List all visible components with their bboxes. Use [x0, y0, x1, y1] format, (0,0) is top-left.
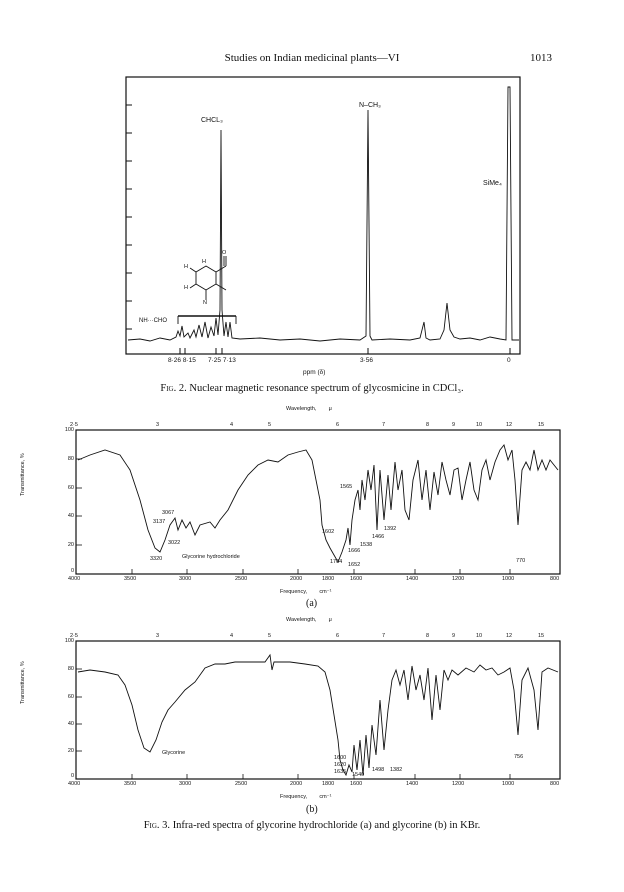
- ir-b-compound-label: Glycorine: [162, 750, 186, 756]
- ir-a-freq-tick: 2500: [235, 576, 248, 582]
- ir-a-wl-tick: 6: [336, 422, 340, 428]
- ir-a-wl-tick: 2·5: [70, 422, 78, 428]
- ir-a-peak: 1704: [330, 559, 343, 565]
- ir-b-y-tick: 60: [67, 694, 74, 700]
- ir-a-freq-ticks: [68, 576, 560, 584]
- ir-a-peak: 1466: [372, 534, 385, 540]
- ir-b-wl-tick: 10: [476, 633, 483, 639]
- ir-b-wl-tick: 6: [336, 633, 340, 639]
- ir-a-y-tick: 100: [64, 427, 74, 433]
- ir-b-peak: 756: [514, 754, 524, 760]
- ir-a-freq-tick: 4000: [68, 576, 81, 582]
- ir-a-peak: 1538: [360, 542, 373, 548]
- ir-a-y-tick: 20: [67, 542, 74, 548]
- ir-a-freq-tick: 1800: [322, 576, 335, 582]
- ir-b-wl-tick: 8: [426, 633, 430, 639]
- peak-label-sime4: SiMe₄: [483, 180, 502, 187]
- ir-a-wavelength-ticks: [70, 422, 560, 430]
- ir-a-freq-tick: 1000: [502, 576, 515, 582]
- ir-b-wavelength-label: Wavelength, μ: [286, 617, 332, 623]
- ir-b-freq-tick: 3500: [124, 781, 137, 787]
- peak-label-chcl3: CHCL₃: [201, 117, 223, 124]
- ir-b-freq-tick: 1600: [350, 781, 363, 787]
- ir-a-peak: 770: [516, 558, 526, 564]
- structure-label-h2: H: [184, 264, 188, 270]
- structure-label-n: N: [203, 300, 207, 306]
- ir-spectrum-b: [76, 641, 560, 779]
- nmr-frame: [126, 77, 520, 354]
- ir-a-y-tick: 0: [70, 568, 74, 574]
- ir-b-wl-tick: 3: [156, 633, 160, 639]
- ir-spectrum-a: [76, 430, 560, 574]
- ir-a-peak: 3320: [150, 556, 163, 562]
- nmr-axis-label: ppm (δ): [303, 369, 326, 376]
- ir-a-frame: [76, 430, 560, 574]
- ir-a-peak: 1602: [322, 529, 335, 535]
- ir-b-peak: 1635: [334, 769, 347, 775]
- structure-label-h1: H: [202, 259, 206, 265]
- figure2-caption-text: Nuclear magnetic resonance spectrum of glycosmicine in CDCl₃.: [189, 383, 464, 394]
- ir-a-y-tick: 80: [67, 456, 74, 462]
- ir-b-frame: [76, 641, 560, 779]
- structure-label-h3: H: [184, 285, 188, 291]
- figure3-caption: [0, 820, 624, 831]
- ir-b-wl-tick: 12: [506, 633, 513, 639]
- ir-b-peak: 1540: [352, 772, 365, 778]
- page-number: 1013: [530, 52, 552, 64]
- ir-a-freq-tick: 1400: [406, 576, 419, 582]
- ir-a-freq-label: Frequency, cm⁻¹: [280, 589, 332, 595]
- ir-b-wl-tick: 15: [538, 633, 545, 639]
- ir-a-freq-tick: 2000: [290, 576, 303, 582]
- ir-a-wl-tick: 7: [382, 422, 386, 428]
- ir-b-y-tick: 40: [67, 721, 74, 727]
- ir-a-wavelength-label: Wavelength, μ: [286, 406, 332, 412]
- peak-label-nh: NH···CHO: [139, 318, 167, 324]
- nmr-tick-1: 8·26 8·15: [168, 357, 196, 364]
- ir-a-peak: 3137: [153, 519, 166, 525]
- ir-a-peak: 1392: [384, 526, 397, 532]
- nmr-tick-3: 3·56: [360, 357, 374, 364]
- figure2-caption-prefix: Fig. 2.: [160, 383, 187, 394]
- ir-b-freq-tick: 4000: [68, 781, 81, 787]
- ir-a-y-tick: 40: [67, 513, 74, 519]
- ir-b-peak: 1600: [334, 755, 347, 761]
- ir-b-wl-tick: 4: [230, 633, 234, 639]
- ir-b-peak: 1382: [390, 767, 403, 773]
- nmr-trace: [128, 87, 519, 341]
- ir-b-y-label: Transmittance, %: [20, 661, 26, 704]
- ir-a-peak: 1652: [348, 562, 361, 568]
- ir-b-y-tick: 100: [64, 638, 74, 644]
- nmr-left-ticks: [126, 105, 132, 329]
- figure3-caption-text: Infra-red spectra of glycorine hydrochloride (a) and glycorine (b) in KBr.: [172, 820, 481, 831]
- figure3-caption-prefix: Fig. 3.: [143, 820, 171, 831]
- ir-b-freq-tick: 2500: [235, 781, 248, 787]
- ir-b-y-tick: 0: [70, 773, 74, 779]
- nmr-tick-4: 0: [507, 357, 511, 364]
- ir-a-y-tick: 60: [67, 485, 74, 491]
- ir-a-freq-tick: 1200: [452, 576, 465, 582]
- ir-a-peak: 1666: [348, 548, 361, 554]
- ir-b-y-tick: 80: [67, 666, 74, 672]
- ir-a-peak: 1565: [340, 484, 353, 490]
- ir-b-wavelength-ticks: [70, 633, 560, 641]
- ir-b-wl-tick: 9: [452, 633, 456, 639]
- ir-a-wl-tick: 9: [452, 422, 456, 428]
- ir-b-freq-tick: 1800: [322, 781, 335, 787]
- ir-b-freq-tick: 3000: [179, 781, 192, 787]
- ir-a-freq-tick: 3500: [124, 576, 137, 582]
- ir-a-panel-label: (a): [306, 598, 318, 609]
- ir-a-freq-tick: 1600: [350, 576, 363, 582]
- ir-a-freq-tick: 800: [550, 576, 560, 582]
- ir-b-trace: [78, 655, 558, 775]
- ir-b-wl-tick: 7: [382, 633, 386, 639]
- ir-a-wl-tick: 15: [538, 422, 545, 428]
- ir-a-wl-tick: 12: [506, 422, 513, 428]
- ir-b-freq-label: Frequency, cm⁻¹: [280, 794, 332, 800]
- ir-a-freq-tick: 3000: [179, 576, 192, 582]
- ir-a-wl-tick: 3: [156, 422, 160, 428]
- ir-b-freq-tick: 800: [550, 781, 560, 787]
- ir-a-peak: 3067: [162, 510, 175, 516]
- running-title: Studies on Indian medicinal plants—VI: [224, 52, 400, 64]
- ir-b-freq-tick: 2000: [290, 781, 303, 787]
- nmr-tick-2: 7·25 7·13: [208, 357, 236, 364]
- ir-a-wl-tick: 8: [426, 422, 430, 428]
- ir-b-y-tick: 20: [67, 748, 74, 754]
- figure2-caption: [0, 383, 624, 394]
- ir-a-compound-label: Glycorine hydrochloride: [182, 554, 240, 560]
- ir-b-peak: 1498: [372, 767, 385, 773]
- ir-b-panel-label: (b): [306, 804, 318, 815]
- ir-b-wl-tick: 2·5: [70, 633, 78, 639]
- peak-label-nch3: N–CH₃: [359, 102, 381, 109]
- ir-a-wl-tick: 5: [268, 422, 272, 428]
- ir-a-trace: [78, 445, 558, 562]
- ir-a-wl-tick: 10: [476, 422, 483, 428]
- ir-b-freq-tick: 1000: [502, 781, 515, 787]
- ir-b-wl-tick: 5: [268, 633, 272, 639]
- ir-a-wl-tick: 4: [230, 422, 234, 428]
- ir-b-freq-tick: 1200: [452, 781, 465, 787]
- ir-b-freq-ticks: [68, 781, 560, 789]
- ir-b-freq-tick: 1400: [406, 781, 419, 787]
- nmr-bottom-ticks: [180, 348, 510, 354]
- nmr-spectrum-figure: [126, 77, 520, 354]
- ir-a-peak: 3022: [168, 540, 181, 546]
- ir-a-y-label: Transmittance, %: [20, 453, 26, 496]
- ir-b-peak: 1620: [334, 762, 347, 768]
- structure-label-o: O: [222, 250, 227, 256]
- ir-b-ticks: [76, 669, 510, 779]
